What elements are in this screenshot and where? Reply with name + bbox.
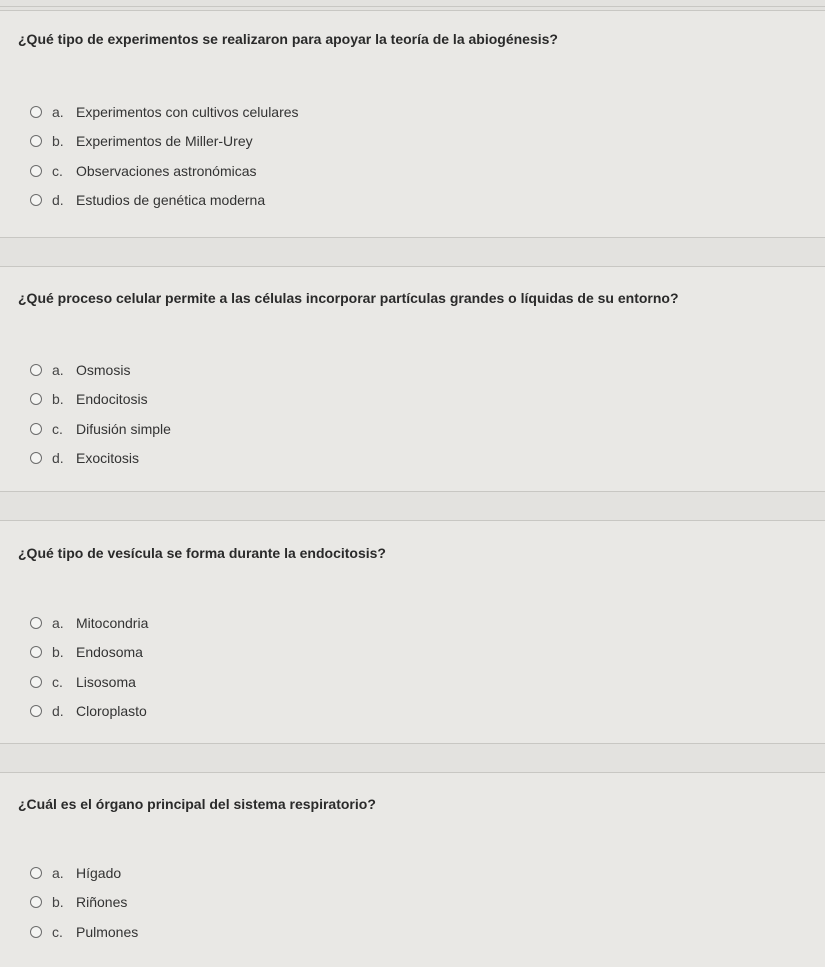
answer-label: Pulmones — [76, 923, 139, 940]
radio-icon[interactable] — [30, 867, 42, 879]
answer-list — [30, 97, 299, 215]
answer-label: Endosoma — [76, 644, 143, 661]
radio-icon[interactable] — [30, 194, 42, 206]
answer-option[interactable]: a. Hígado — [30, 858, 138, 888]
radio-icon[interactable] — [30, 165, 42, 177]
answer-list — [30, 858, 138, 947]
answer-option[interactable]: a. Experimentos con cultivos celulares — [30, 97, 299, 127]
answer-label: Experimentos de Miller-Urey — [76, 133, 253, 150]
answer-option[interactable]: c. Difusión simple — [30, 414, 171, 444]
answer-option[interactable]: a. Mitocondria — [30, 608, 148, 638]
answer-label: Lisosoma — [76, 673, 136, 690]
answer-label: Estudios de genética moderna — [76, 192, 266, 209]
divider — [0, 6, 825, 7]
question-text: ¿Qué tipo de vesícula se forma durante la endocitosis? — [18, 545, 386, 561]
answer-option[interactable]: c. Pulmones — [30, 917, 138, 947]
radio-icon[interactable] — [30, 364, 42, 376]
answer-label: Observaciones astronómicas — [76, 162, 257, 179]
radio-icon[interactable] — [30, 617, 42, 629]
question-text: ¿Qué tipo de experimentos se realizaron para apoyar la teoría de la abiogénesis? — [18, 31, 558, 47]
answer-label: Osmosis — [76, 361, 131, 378]
radio-icon[interactable] — [30, 452, 42, 464]
radio-icon[interactable] — [30, 106, 42, 118]
answer-label: Riñones — [76, 894, 128, 911]
radio-icon[interactable] — [30, 926, 42, 938]
answer-option[interactable]: c. Observaciones astronómicas — [30, 156, 299, 186]
radio-icon[interactable] — [30, 135, 42, 147]
question-text: ¿Cuál es el órgano principal del sistema respiratorio? — [18, 796, 376, 812]
answer-label: Endocitosis — [76, 391, 148, 408]
answer-option[interactable]: b. Endocitosis — [30, 385, 171, 415]
answer-label: Mitocondria — [76, 614, 149, 631]
radio-icon[interactable] — [30, 646, 42, 658]
answer-option[interactable]: d. Cloroplasto — [30, 697, 148, 727]
answer-option[interactable]: c. Lisosoma — [30, 667, 148, 697]
radio-icon[interactable] — [30, 423, 42, 435]
answer-option[interactable]: a. Osmosis — [30, 355, 171, 385]
answer-option[interactable]: b. Endosoma — [30, 638, 148, 668]
answer-list — [30, 355, 171, 473]
radio-icon[interactable] — [30, 393, 42, 405]
answer-label: Exocitosis — [76, 450, 140, 467]
answer-option[interactable]: b. Experimentos de Miller-Urey — [30, 127, 299, 157]
question-card-4 — [0, 772, 825, 967]
answer-option[interactable]: d. Exocitosis — [30, 444, 171, 474]
answer-list — [30, 608, 148, 726]
answer-option[interactable]: b. Riñones — [30, 888, 138, 918]
answer-option[interactable]: d. Estudios de genética moderna — [30, 186, 299, 216]
radio-icon[interactable] — [30, 705, 42, 717]
question-card-3 — [0, 520, 825, 744]
answer-label: Cloroplasto — [76, 703, 147, 720]
radio-icon[interactable] — [30, 676, 42, 688]
question-card-1 — [0, 10, 825, 238]
answer-label: Experimentos con cultivos celulares — [76, 103, 299, 120]
answer-label: Difusión simple — [76, 420, 171, 437]
radio-icon[interactable] — [30, 896, 42, 908]
question-card-2 — [0, 266, 825, 492]
answer-label: Hígado — [76, 864, 122, 881]
question-text: ¿Qué proceso celular permite a las células incorporar partículas grandes o líquidas de su entorno? — [18, 290, 679, 306]
